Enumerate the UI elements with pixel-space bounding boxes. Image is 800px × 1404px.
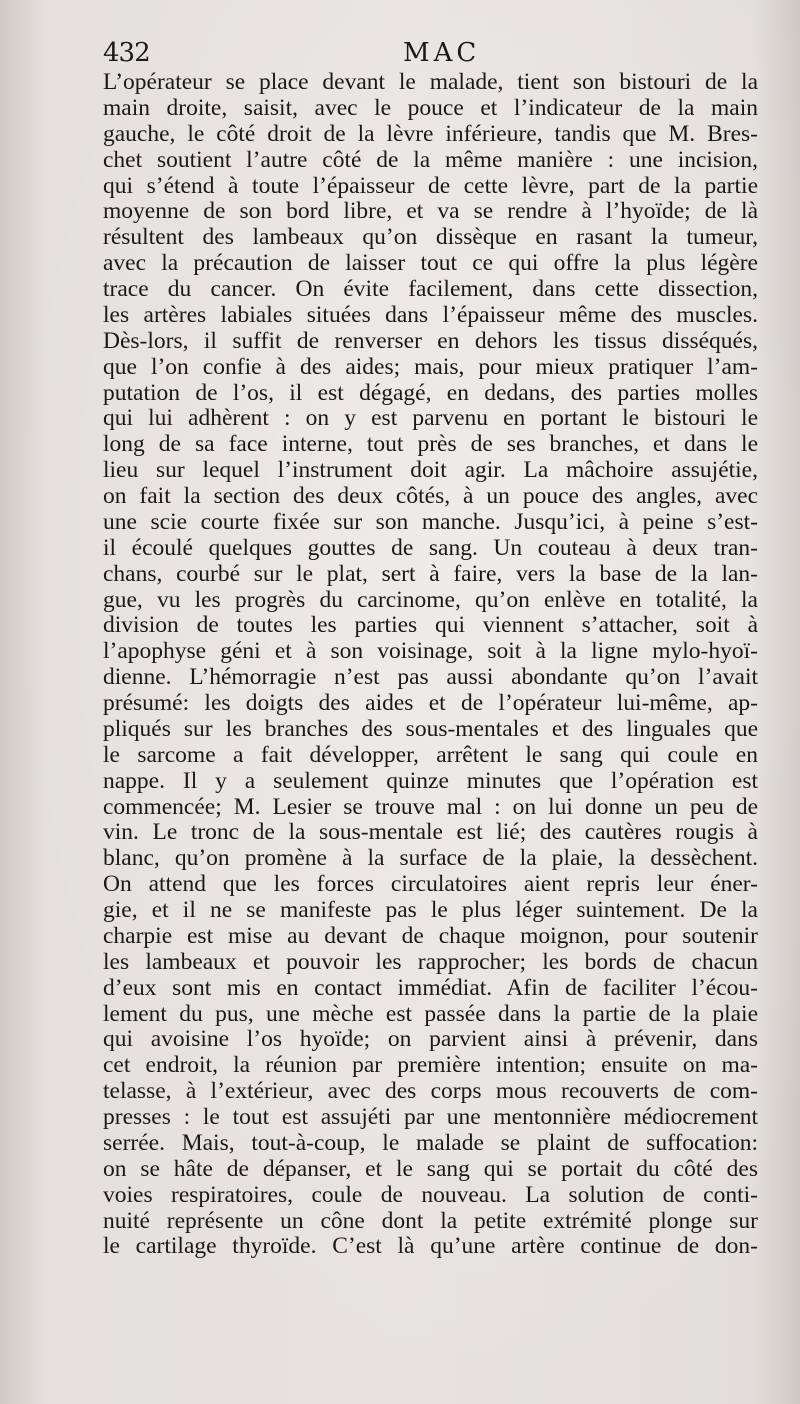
running-head: MAC: [403, 38, 481, 68]
text-line: trace du cancer. On évite facilement, dans cette dissection,: [103, 276, 758, 302]
text-line: lieu sur lequel l’instrument doit agir. La mâchoire assujétie,: [103, 457, 758, 484]
text-line: qui avoisine l’os hyoïde; on parvient ainsi à prévenir, dans: [103, 1026, 758, 1053]
text-line: qui lui adhèrent : on y est parvenu en portant le bistouri le: [103, 405, 758, 432]
text-line: qui s’étend à toute l’épaisseur de cette lèvre, part de la partie: [103, 172, 758, 199]
text-line: lement du pus, une mèche est passée dans la partie de la plaie: [103, 1000, 758, 1027]
text-line: le sarcome a fait développer, arrêtent le sang qui coule en: [103, 741, 758, 768]
text-line: nuité représente un cône dont la petite extrémité plonge sur: [103, 1207, 758, 1234]
text-line: présumé: les doigts des aides et de l’opérateur lui-même, ap-: [103, 690, 758, 716]
text-line: avec la précaution de laisser tout ce qui offre la plus légère: [103, 250, 758, 277]
text-line: gie, et il ne se manifeste pas le plus léger suintement. De la: [103, 897, 758, 923]
text-line: putation de l’os, il est dégagé, en dedans, des parties molles: [103, 379, 758, 406]
text-line: nappe. Il y a seulement quinze minutes que l’opération est: [103, 767, 758, 794]
text-line: d’eux sont mis en contact immédiat. Afin de faciliter l’écou-: [103, 974, 758, 1001]
text-line: on fait la section des deux côtés, à un pouce des angles, avec: [103, 483, 758, 509]
text-line: commencée; M. Lesier se trouve mal : on lui donne un peu de: [103, 793, 758, 820]
text-line: gue, vu les progrès du carcinome, qu’on enlève en totalité, la: [103, 586, 758, 613]
text-line: dienne. L’hémorragie n’est pas aussi abondante qu’on l’avait: [103, 664, 758, 691]
text-line: les lambeaux et pouvoir les rapprocher; les bords de chacun: [103, 948, 758, 975]
text-line: charpie est mise au devant de chaque moignon, pour soutenir: [103, 922, 758, 949]
text-line: division de toutes les parties qui viennent s’attacher, soit à: [103, 612, 758, 639]
text-line: résultent des lambeaux qu’on dissèque en rasant la tumeur,: [103, 224, 758, 251]
text-line: voies respiratoires, coule de nouveau. La solution de conti-: [103, 1181, 758, 1208]
body-text: [103, 70, 758, 1260]
text-line: chans, courbé sur le plat, sert à faire, vers la base de la lan-: [103, 560, 758, 587]
page-header: [103, 36, 760, 70]
text-line: Dès-lors, il suffit de renverser en dehors les tissus disséqués,: [103, 327, 758, 354]
text-line: main droite, saisit, avec le pouce et l’indicateur de la main: [103, 94, 758, 121]
page-number: 432: [103, 38, 150, 68]
text-line: on se hâte de dépanser, et le sang qui se portait du côté des: [103, 1155, 758, 1182]
text-line: pliqués sur les branches des sous-mentales et des linguales que: [103, 715, 758, 742]
text-line: moyenne de son bord libre, et va se rendre à l’hyoïde; de là: [103, 198, 758, 225]
text-line: serrée. Mais, tout-à-coup, le malade se plaint de suffocation:: [103, 1129, 758, 1156]
text-line: une scie courte fixée sur son manche. Jusqu’ici, à peine s’est-: [103, 508, 758, 535]
text-line: l’apophyse géni et à son voisinage, soit à la ligne mylo-hyoï-: [103, 638, 758, 665]
text-line: cet endroit, la réunion par première intention; ensuite on ma-: [103, 1052, 758, 1079]
text-line: presses : le tout est assujéti par une mentonnière médiocrement: [103, 1104, 758, 1130]
text-line: telasse, à l’extérieur, avec des corps mous recouverts de com-: [103, 1078, 758, 1105]
text-line: que l’on confie à des aides; mais, pour mieux pratiquer l’am-: [103, 353, 758, 380]
text-line: gauche, le côté droit de la lèvre inférieure, tandis que M. Bres-: [103, 120, 758, 147]
text-line: L’opérateur se place devant le malade, tient son bistouri de la: [103, 69, 758, 95]
text-line: blanc, qu’on promène à la surface de la plaie, la dessèchent.: [103, 845, 758, 872]
text-line: long de sa face interne, tout près de ses branches, et dans le: [103, 431, 758, 458]
text-line: chet soutient l’autre côté de la même manière : une incision,: [103, 146, 758, 173]
text-line: On attend que les forces circulatoires aient repris leur éner-: [103, 871, 758, 898]
text-line: il écoulé quelques gouttes de sang. Un couteau à deux tran-: [103, 534, 758, 561]
text-line: le cartilage thyroïde. C’est là qu’une artère continue de don-: [103, 1233, 758, 1260]
text-line: vin. Le tronc de la sous-mentale est lié; des cautères rougis à: [103, 819, 758, 846]
text-line: les artères labiales situées dans l’épaisseur même des muscles.: [103, 301, 758, 328]
